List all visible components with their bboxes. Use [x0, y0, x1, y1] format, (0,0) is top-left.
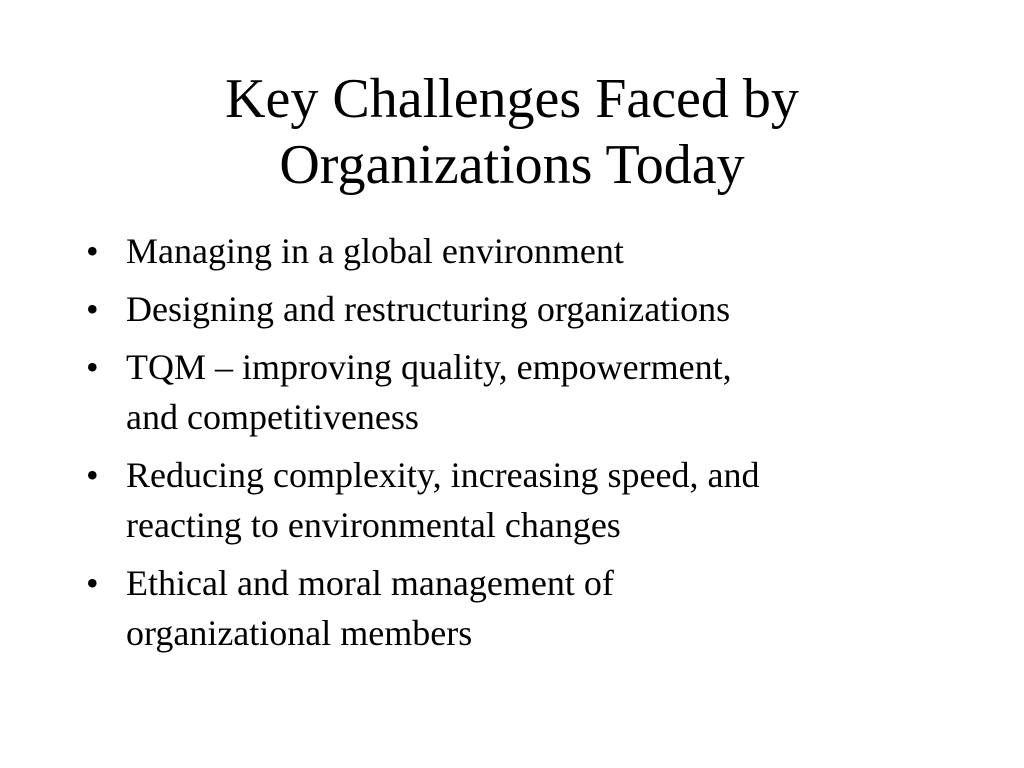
- bullet-text-line-2: reacting to environmental changes: [126, 505, 621, 545]
- slide-title: [0, 66, 1024, 198]
- bullet-text-line-1: Ethical and moral management of: [126, 563, 614, 603]
- bullet-marker-icon: •: [86, 347, 99, 387]
- bullet-item: [86, 284, 966, 334]
- title-line-1: Key Challenges Faced by: [225, 68, 799, 130]
- bullet-item: [86, 558, 966, 658]
- bullet-marker-icon: •: [86, 563, 99, 603]
- bullet-marker-icon: •: [86, 455, 99, 495]
- bullet-list: [86, 226, 966, 666]
- bullet-marker-icon: •: [86, 289, 99, 329]
- bullet-text-line-1: Reducing complexity, increasing speed, and: [126, 455, 760, 495]
- bullet-item: [86, 450, 966, 550]
- bullet-text-line-2: organizational members: [126, 613, 473, 653]
- bullet-text-line-1: TQM – improving quality, empowerment,: [126, 347, 732, 387]
- bullet-marker-icon: •: [86, 231, 99, 271]
- bullet-item: [86, 342, 966, 442]
- bullet-item: [86, 226, 966, 276]
- bullet-text-line-1: Managing in a global environment: [126, 231, 624, 271]
- bullet-text-line-1: Designing and restructuring organizations: [126, 289, 731, 329]
- bullet-text-line-2: and competitiveness: [126, 397, 419, 437]
- title-line-2: Organizations Today: [279, 134, 745, 196]
